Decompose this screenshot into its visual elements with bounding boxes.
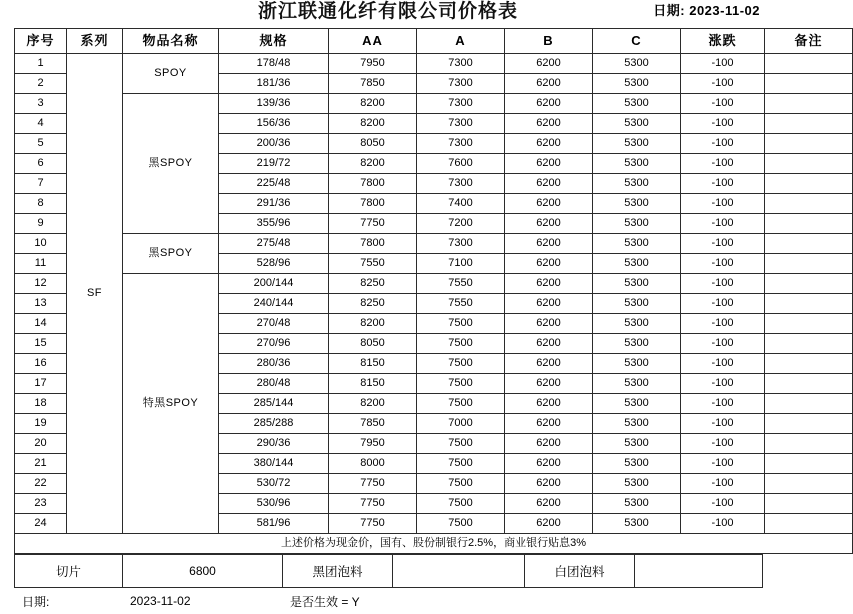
- cell-change: -100: [681, 114, 765, 134]
- cell-a: 7500: [417, 374, 505, 394]
- cell-b: 6200: [505, 294, 593, 314]
- cell-b: 6200: [505, 334, 593, 354]
- cell-remark: [765, 354, 853, 374]
- cell-c: 5300: [593, 374, 681, 394]
- page-title: 浙江联通化纤有限公司价格表: [257, 1, 518, 22]
- cell-change: -100: [681, 474, 765, 494]
- cell-c: 5300: [593, 274, 681, 294]
- cell-aa: 7950: [329, 54, 417, 74]
- cell-b: 6200: [505, 254, 593, 274]
- cell-no: 5: [15, 134, 67, 154]
- cell-aa: 8200: [329, 314, 417, 334]
- cell-aa: 7800: [329, 234, 417, 254]
- cell-series: SF: [67, 54, 123, 534]
- black-foam-value: [393, 555, 525, 588]
- table-header-row: [15, 29, 853, 54]
- black-foam-label: 黑团泡料: [283, 555, 393, 588]
- cell-no: 24: [15, 514, 67, 534]
- cell-b: 6200: [505, 494, 593, 514]
- cell-c: 5300: [593, 474, 681, 494]
- cell-c: 5300: [593, 254, 681, 274]
- footer-table: [14, 588, 762, 614]
- cell-c: 5300: [593, 514, 681, 534]
- white-foam-label: 白团泡料: [525, 555, 635, 588]
- cell-spec: 139/36: [219, 94, 329, 114]
- cell-change: -100: [681, 514, 765, 534]
- slice-value: 6800: [123, 555, 283, 588]
- cell-remark: [765, 114, 853, 134]
- cell-spec: 528/96: [219, 254, 329, 274]
- cell-change: -100: [681, 454, 765, 474]
- cell-spec: 285/288: [219, 414, 329, 434]
- cell-b: 6200: [505, 74, 593, 94]
- cell-change: -100: [681, 254, 765, 274]
- cell-change: -100: [681, 494, 765, 514]
- cell-aa: 8200: [329, 94, 417, 114]
- cell-c: 5300: [593, 114, 681, 134]
- cell-c: 5300: [593, 414, 681, 434]
- cell-change: -100: [681, 214, 765, 234]
- cell-a: 7500: [417, 354, 505, 374]
- cell-a: 7300: [417, 174, 505, 194]
- cell-a: 7500: [417, 474, 505, 494]
- cell-b: 6200: [505, 354, 593, 374]
- cell-change: -100: [681, 294, 765, 314]
- col-header-no: 序号: [15, 29, 67, 54]
- cell-b: 6200: [505, 274, 593, 294]
- cell-no: 12: [15, 274, 67, 294]
- cell-a: 7400: [417, 194, 505, 214]
- cell-spec: 380/144: [219, 454, 329, 474]
- cell-change: -100: [681, 194, 765, 214]
- cell-c: 5300: [593, 434, 681, 454]
- cell-change: -100: [681, 154, 765, 174]
- cell-c: 5300: [593, 294, 681, 314]
- price-table: [14, 28, 853, 554]
- cell-remark: [765, 394, 853, 414]
- cell-remark: [765, 234, 853, 254]
- cell-product: 特黑SPOY: [123, 274, 219, 534]
- cell-aa: 7750: [329, 214, 417, 234]
- cell-remark: [765, 94, 853, 114]
- col-header-b: B: [505, 29, 593, 54]
- col-header-aa: AA: [329, 29, 417, 54]
- col-header-c: C: [593, 29, 681, 54]
- cell-change: -100: [681, 314, 765, 334]
- cell-spec: 275/48: [219, 234, 329, 254]
- cell-no: 16: [15, 354, 67, 374]
- cell-b: 6200: [505, 394, 593, 414]
- cell-no: 18: [15, 394, 67, 414]
- table-row: [15, 54, 853, 74]
- cell-a: 7500: [417, 394, 505, 414]
- table-row: [15, 94, 853, 114]
- cell-aa: 8000: [329, 454, 417, 474]
- cell-b: 6200: [505, 214, 593, 234]
- cell-product: 黑SPOY: [123, 234, 219, 274]
- cell-remark: [765, 54, 853, 74]
- cell-aa: 7850: [329, 414, 417, 434]
- cell-aa: 7750: [329, 494, 417, 514]
- footer-date-value: 2023-11-02: [130, 594, 191, 608]
- col-header-product: 物品名称: [123, 29, 219, 54]
- col-header-remark: 备注: [765, 29, 853, 54]
- cell-change: -100: [681, 94, 765, 114]
- cell-no: 21: [15, 454, 67, 474]
- cell-spec: 219/72: [219, 154, 329, 174]
- cell-a: 7500: [417, 494, 505, 514]
- cell-c: 5300: [593, 314, 681, 334]
- cell-spec: 355/96: [219, 214, 329, 234]
- cell-a: 7300: [417, 114, 505, 134]
- cell-b: 6200: [505, 474, 593, 494]
- cell-a: 7300: [417, 54, 505, 74]
- cell-a: 7500: [417, 434, 505, 454]
- cell-a: 7500: [417, 514, 505, 534]
- cell-aa: 7850: [329, 74, 417, 94]
- cell-remark: [765, 434, 853, 454]
- cell-aa: 8250: [329, 294, 417, 314]
- cell-no: 14: [15, 314, 67, 334]
- cell-no: 10: [15, 234, 67, 254]
- cell-change: -100: [681, 394, 765, 414]
- cell-a: 7500: [417, 454, 505, 474]
- cell-remark: [765, 474, 853, 494]
- cell-b: 6200: [505, 414, 593, 434]
- cell-no: 7: [15, 174, 67, 194]
- cell-spec: 156/36: [219, 114, 329, 134]
- cell-remark: [765, 494, 853, 514]
- cell-remark: [765, 254, 853, 274]
- cell-change: -100: [681, 354, 765, 374]
- cell-b: 6200: [505, 174, 593, 194]
- cell-spec: 291/36: [219, 194, 329, 214]
- footer-row: [14, 588, 762, 614]
- header-date-label: 日期:: [653, 3, 686, 18]
- cell-aa: 8150: [329, 374, 417, 394]
- cell-c: 5300: [593, 94, 681, 114]
- cell-b: 6200: [505, 194, 593, 214]
- cell-spec: 240/144: [219, 294, 329, 314]
- cell-b: 6200: [505, 154, 593, 174]
- cell-a: 7300: [417, 74, 505, 94]
- cell-no: 11: [15, 254, 67, 274]
- cell-no: 3: [15, 94, 67, 114]
- cell-product: 黑SPOY: [123, 94, 219, 234]
- cell-remark: [765, 294, 853, 314]
- cell-spec: 270/96: [219, 334, 329, 354]
- cell-c: 5300: [593, 394, 681, 414]
- cell-aa: 7550: [329, 254, 417, 274]
- cell-a: 7550: [417, 294, 505, 314]
- cell-b: 6200: [505, 374, 593, 394]
- cell-change: -100: [681, 334, 765, 354]
- cell-b: 6200: [505, 234, 593, 254]
- cell-aa: 7800: [329, 174, 417, 194]
- cell-aa: 7950: [329, 434, 417, 454]
- cell-remark: [765, 194, 853, 214]
- cell-remark: [765, 314, 853, 334]
- cell-spec: 178/48: [219, 54, 329, 74]
- header-date-value: 2023-11-02: [689, 3, 760, 18]
- cell-spec: 290/36: [219, 434, 329, 454]
- col-header-spec: 规格: [219, 29, 329, 54]
- cell-a: 7100: [417, 254, 505, 274]
- cell-spec: 285/144: [219, 394, 329, 414]
- cell-a: 7550: [417, 274, 505, 294]
- cell-spec: 270/48: [219, 314, 329, 334]
- cell-remark: [765, 454, 853, 474]
- cell-aa: 7750: [329, 514, 417, 534]
- cell-c: 5300: [593, 454, 681, 474]
- cell-c: 5300: [593, 234, 681, 254]
- cell-no: 1: [15, 54, 67, 74]
- cell-aa: 7800: [329, 194, 417, 214]
- cell-remark: [765, 274, 853, 294]
- cell-change: -100: [681, 434, 765, 454]
- cell-no: 15: [15, 334, 67, 354]
- cell-a: 7300: [417, 94, 505, 114]
- cell-b: 6200: [505, 94, 593, 114]
- cell-remark: [765, 174, 853, 194]
- cell-c: 5300: [593, 174, 681, 194]
- cell-remark: [765, 74, 853, 94]
- table-row: [15, 234, 853, 254]
- cell-b: 6200: [505, 314, 593, 334]
- cell-a: 7200: [417, 214, 505, 234]
- cell-no: 19: [15, 414, 67, 434]
- cell-aa: 8200: [329, 394, 417, 414]
- bottom-summary-row: [15, 555, 763, 588]
- cell-spec: 200/36: [219, 134, 329, 154]
- cell-a: 7300: [417, 134, 505, 154]
- cell-change: -100: [681, 414, 765, 434]
- cell-aa: 7750: [329, 474, 417, 494]
- cell-spec: 280/36: [219, 354, 329, 374]
- cell-spec: 181/36: [219, 74, 329, 94]
- cell-c: 5300: [593, 494, 681, 514]
- cell-a: 7000: [417, 414, 505, 434]
- cell-a: 7600: [417, 154, 505, 174]
- cell-no: 13: [15, 294, 67, 314]
- cell-no: 22: [15, 474, 67, 494]
- cell-remark: [765, 214, 853, 234]
- cell-no: 6: [15, 154, 67, 174]
- cell-a: 7300: [417, 234, 505, 254]
- cell-spec: 530/96: [219, 494, 329, 514]
- cell-b: 6200: [505, 434, 593, 454]
- footer-valid-flag: 是否生效 = Y: [290, 594, 360, 609]
- cell-spec: 225/48: [219, 174, 329, 194]
- cell-remark: [765, 374, 853, 394]
- cell-change: -100: [681, 74, 765, 94]
- cell-b: 6200: [505, 134, 593, 154]
- cell-spec: 280/48: [219, 374, 329, 394]
- cell-change: -100: [681, 374, 765, 394]
- cell-aa: 8050: [329, 134, 417, 154]
- header-date: [653, 0, 760, 19]
- cell-b: 6200: [505, 54, 593, 74]
- cell-aa: 8200: [329, 154, 417, 174]
- cell-no: 20: [15, 434, 67, 454]
- cell-aa: 8200: [329, 114, 417, 134]
- white-foam-value: [635, 555, 763, 588]
- cell-no: 9: [15, 214, 67, 234]
- cell-remark: [765, 154, 853, 174]
- col-header-a: A: [417, 29, 505, 54]
- cell-product: SPOY: [123, 54, 219, 94]
- cell-spec: 530/72: [219, 474, 329, 494]
- cell-c: 5300: [593, 154, 681, 174]
- cell-b: 6200: [505, 114, 593, 134]
- cell-c: 5300: [593, 74, 681, 94]
- cell-change: -100: [681, 234, 765, 254]
- cell-no: 8: [15, 194, 67, 214]
- price-note: 上述价格为现金价，国有、股份制银行2.5%，商业银行贴息3%: [15, 534, 853, 554]
- cell-remark: [765, 134, 853, 154]
- bottom-summary-table: [14, 554, 763, 588]
- cell-a: 7500: [417, 314, 505, 334]
- cell-aa: 8050: [329, 334, 417, 354]
- cell-no: 23: [15, 494, 67, 514]
- cell-c: 5300: [593, 194, 681, 214]
- col-header-series: 系列: [67, 29, 123, 54]
- cell-aa: 8150: [329, 354, 417, 374]
- cell-change: -100: [681, 134, 765, 154]
- cell-remark: [765, 514, 853, 534]
- cell-remark: [765, 414, 853, 434]
- table-row: [15, 274, 853, 294]
- cell-change: -100: [681, 54, 765, 74]
- cell-b: 6200: [505, 514, 593, 534]
- cell-c: 5300: [593, 134, 681, 154]
- title-row: [14, 0, 762, 22]
- cell-no: 2: [15, 74, 67, 94]
- cell-change: -100: [681, 174, 765, 194]
- cell-remark: [765, 334, 853, 354]
- slice-label: 切片: [15, 555, 123, 588]
- cell-no: 17: [15, 374, 67, 394]
- cell-c: 5300: [593, 334, 681, 354]
- cell-c: 5300: [593, 354, 681, 374]
- cell-spec: 200/144: [219, 274, 329, 294]
- cell-change: -100: [681, 274, 765, 294]
- cell-no: 4: [15, 114, 67, 134]
- cell-b: 6200: [505, 454, 593, 474]
- col-header-change: 涨跌: [681, 29, 765, 54]
- cell-c: 5300: [593, 214, 681, 234]
- note-row: [15, 534, 853, 554]
- cell-c: 5300: [593, 54, 681, 74]
- cell-a: 7500: [417, 334, 505, 354]
- cell-spec: 581/96: [219, 514, 329, 534]
- footer-date-label: 日期:: [22, 594, 50, 609]
- cell-aa: 8250: [329, 274, 417, 294]
